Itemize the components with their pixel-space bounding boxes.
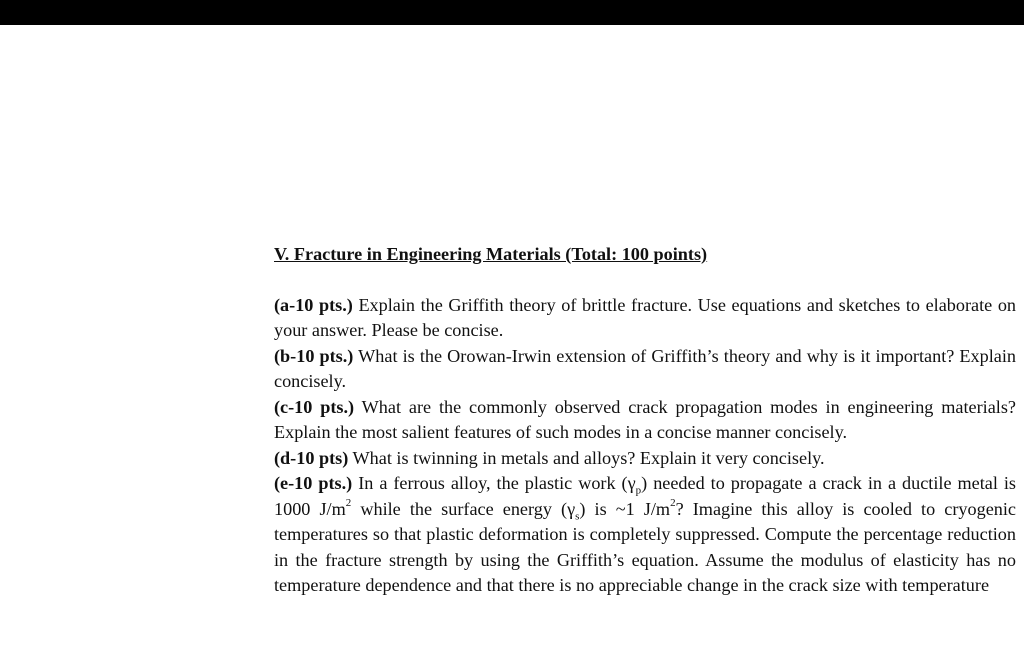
unit-exponent-2: 2 (670, 497, 676, 510)
question-a (274, 293, 1016, 344)
question-b (274, 344, 1016, 395)
question-e-text-5: ? Imagine this alloy is cooled to cryogenic temperatures so that plastic deformation is completely suppressed. Compute the percentage reduction in the fracture strength by using the Griffith’s equation. Assume the modulus of elasticity has no temperature dependence and that there is no appreciable change in the crack size with temperature (274, 498, 1016, 595)
gamma-s-subscript: s (575, 510, 580, 523)
question-e-text-1: In a ferrous alloy, the plastic work ( (358, 473, 628, 493)
question-b-label: (b-10 pts.) (274, 345, 354, 366)
question-c (274, 395, 1016, 446)
question-c-label: (c-10 pts.) (274, 396, 355, 417)
question-a-text: Explain the Griffith theory of brittle fracture. Use equations and sketches to elaborate on your answer. Please be concise. (274, 294, 1017, 340)
question-e-text-4: ) is ~1 J/m (579, 498, 671, 519)
question-c-text: What are the commonly observed crack propagation modes in engineering materials? Explain the most salient features of such modes in a concise manner concisely. (274, 396, 1016, 442)
gamma-p-symbol: γ (627, 473, 636, 493)
question-e (274, 471, 1016, 599)
question-d-label: (d-10 pts) (274, 447, 349, 468)
question-b-text: What is the Orowan-Irwin extension of Griffith’s theory and why is it important? Explain concisely. (274, 345, 1016, 391)
gamma-s-symbol: γ (567, 498, 576, 519)
question-a-label: (a-10 pts.) (274, 294, 353, 315)
top-black-bar (0, 0, 1024, 25)
section-heading: V. Fracture in Engineering Materials (Total: 100 points) (274, 244, 708, 264)
question-d-text: What is twinning in metals and alloys? Explain it very concisely. (352, 447, 825, 468)
question-e-text-2: ) needed to propagate a crack in a ductile metal is 1000 J/m (274, 473, 1016, 519)
question-e-text-3: while the surface energy ( (351, 498, 568, 519)
unit-exponent-1: 2 (345, 497, 352, 510)
gamma-p-subscript: p (635, 484, 642, 497)
document-body (274, 242, 1016, 599)
question-e-label: (e-10 pts.) (274, 473, 353, 493)
question-d (274, 446, 1016, 472)
